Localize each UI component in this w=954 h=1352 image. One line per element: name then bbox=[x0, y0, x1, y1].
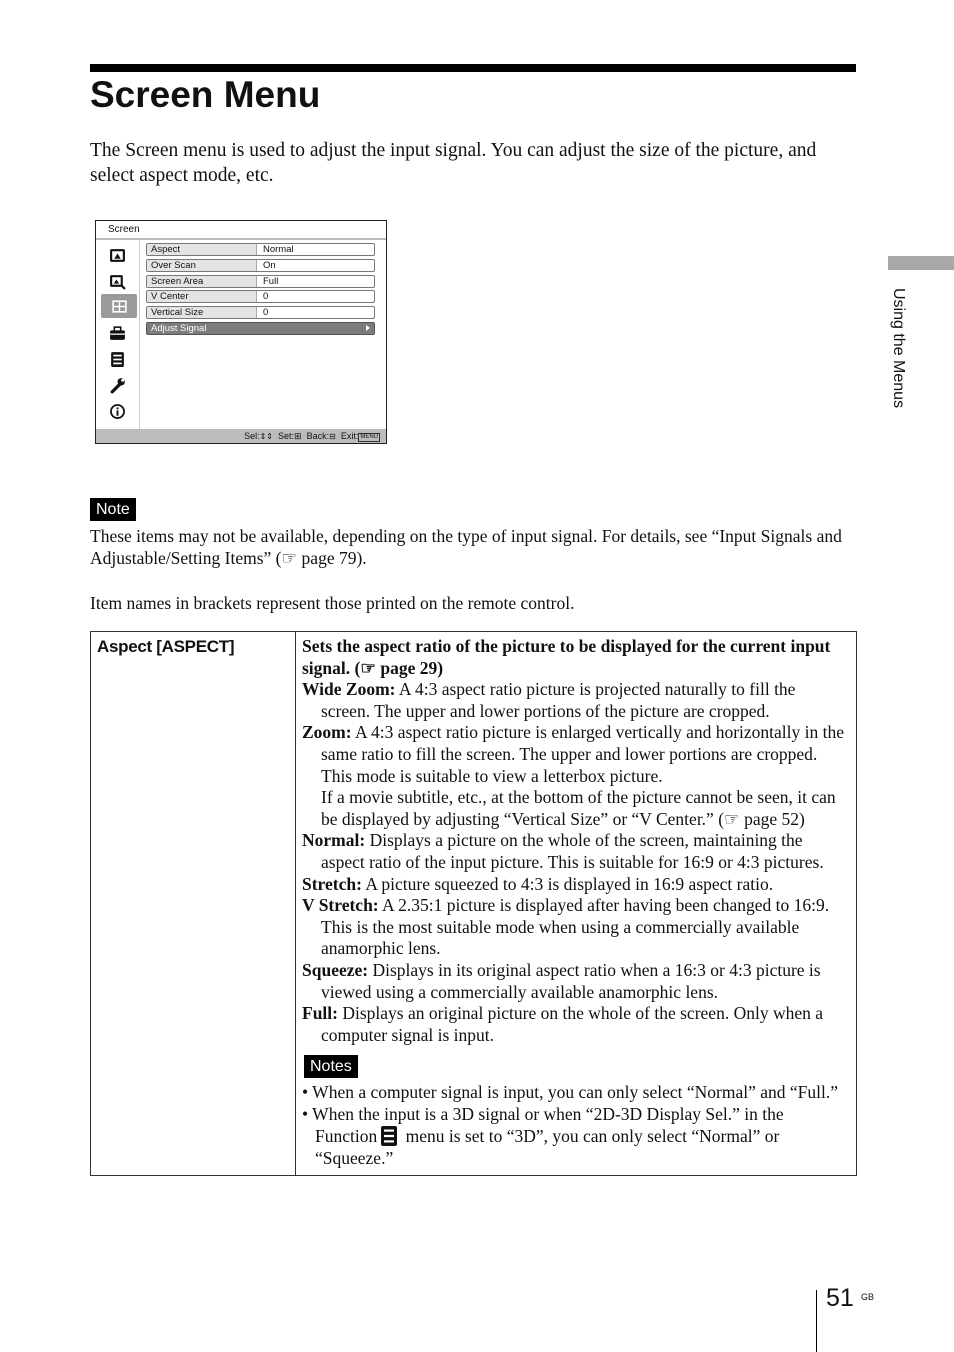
page-number-rule bbox=[816, 1290, 817, 1352]
installation-icon bbox=[108, 376, 126, 394]
osd-row-value: 0 bbox=[263, 307, 269, 319]
option-squeeze: Squeeze: Displays in its original aspect ratio when a 16:3 or 4:3 picture is viewed using a commercially available anamorphic lens. bbox=[302, 959, 821, 1002]
osd-row-label: Screen Area bbox=[147, 276, 257, 287]
bracket-note: Item names in brackets represent those printed on the remote control. bbox=[90, 593, 575, 613]
option-stretch: Stretch: A picture squeezed to 4:3 is displayed in 16:9 aspect ratio. bbox=[302, 873, 774, 894]
information-icon bbox=[108, 402, 126, 420]
function-icon bbox=[108, 350, 126, 368]
option-wide-zoom: Wide Zoom: A 4:3 aspect ratio picture is projected naturally to fill the screen. The upper and lower portions of the picture are cropped. bbox=[302, 679, 796, 721]
osd-row-label: Vertical Size bbox=[147, 307, 257, 318]
option-zoom-extra: If a movie subtitle, etc., at the bottom of the picture cannot be seen, it can be displayed by adjusting “Vertical Size” or “V Center.” (☞ page 52) bbox=[321, 787, 836, 829]
note-badge: Note bbox=[90, 498, 136, 521]
note-item-2: • When the input is a 3D signal or when “2D-3D Display Sel.” in the Function menu is set to “3D”, you can only select “Normal” or “Squeeze.” bbox=[302, 1103, 784, 1169]
page-number: 51 bbox=[826, 1284, 854, 1312]
item-lead: Sets the aspect ratio of the picture to be displayed for the current input signal. (☞ page 29) bbox=[302, 636, 831, 678]
screen-icon bbox=[101, 294, 137, 318]
osd-footer bbox=[96, 429, 386, 443]
table-row bbox=[91, 632, 857, 1176]
osd-footer-set: Set: bbox=[278, 431, 295, 441]
up-down-keys-icon: ⇕⇕ bbox=[259, 432, 273, 441]
back-key-icon: ⊟ bbox=[329, 432, 336, 441]
osd-row-label: Aspect bbox=[147, 244, 257, 255]
item-name: Aspect [ASPECT] bbox=[91, 632, 296, 1176]
item-description bbox=[296, 632, 857, 1176]
osd-row-label: Over Scan bbox=[147, 260, 257, 271]
osd-row-label: V Center bbox=[147, 291, 257, 302]
osd-row-aspect[interactable] bbox=[146, 243, 375, 256]
osd-footer-exit: Exit: bbox=[340, 431, 359, 441]
osd-row-over-scan[interactable] bbox=[146, 259, 375, 272]
option-full: Full: Displays an original picture on the whole of the screen. Only when a computer signal is input. bbox=[302, 1003, 823, 1045]
osd-row-value: On bbox=[263, 259, 276, 271]
settings-table bbox=[90, 631, 857, 1176]
setup-icon bbox=[108, 324, 126, 342]
option-v-stretch: V Stretch: A 2.35:1 picture is displayed after having been changed to 16:9. This is the most suitable mode when using a commercially available anamorphic lens. bbox=[302, 895, 830, 959]
section-side-label: Using the Menus bbox=[890, 288, 907, 409]
intro-paragraph: The Screen menu is used to adjust the input signal. You can adjust the size of the picture, and select aspect mode, etc. bbox=[90, 140, 817, 186]
option-zoom: Zoom: A 4:3 aspect ratio picture is enlarged vertically and horizontally in the same ratio to fill the screen. The upper and lower portions are cropped. This mode is suitable to view a letterbox picture. If a movie subtitle, etc., at the bottom of the picture cannot be seen, it can be displayed by adjusting “Vertical Size” or “V Center.” (☞ page 52) bbox=[302, 722, 848, 830]
section-tab bbox=[888, 256, 954, 270]
osd-row-label: Adjust Signal bbox=[151, 322, 207, 334]
osd-row-value: Normal bbox=[263, 244, 294, 255]
screen-menu-illustration bbox=[95, 220, 387, 444]
picture-icon bbox=[108, 246, 126, 264]
osd-row-v-center[interactable] bbox=[146, 290, 375, 303]
osd-row-value: Full bbox=[263, 275, 279, 287]
page-language-code: GB bbox=[861, 1292, 875, 1302]
osd-row-value: 0 bbox=[263, 291, 269, 303]
osd-title: Screen bbox=[108, 224, 140, 235]
osd-row-screen-area[interactable] bbox=[146, 275, 375, 288]
note-text: These items may not be available, depending on the type of input signal. For details, see “Input Signals and Adjustable/Setting Items” (☞ page 79). bbox=[90, 526, 842, 568]
function-menu-icon bbox=[379, 1125, 399, 1147]
menu-key-icon: MENU bbox=[360, 434, 378, 440]
osd-icon-column bbox=[96, 240, 140, 429]
osd-row-adjust-signal[interactable] bbox=[146, 322, 375, 335]
option-normal: Normal: Displays a picture on the whole of the screen, maintaining the aspect ratio of the input picture. This is suitable for 16:9 or 4:3 pictures. bbox=[302, 830, 824, 872]
picture-adjust-icon bbox=[108, 272, 126, 290]
page-title: Screen Menu bbox=[90, 74, 321, 115]
heading-rule bbox=[90, 64, 856, 72]
osd-menu-list bbox=[146, 243, 375, 338]
enter-key-icon: ⊞ bbox=[294, 431, 302, 441]
osd-row-vertical-size[interactable] bbox=[146, 306, 375, 319]
chevron-right-icon bbox=[366, 325, 370, 331]
note-item-1: • When a computer signal is input, you can only select “Normal” and “Full.” bbox=[302, 1082, 839, 1103]
osd-footer-sel: Sel: bbox=[244, 431, 260, 441]
notes-badge: Notes bbox=[304, 1055, 358, 1078]
osd-footer-back: Back: bbox=[306, 431, 330, 441]
